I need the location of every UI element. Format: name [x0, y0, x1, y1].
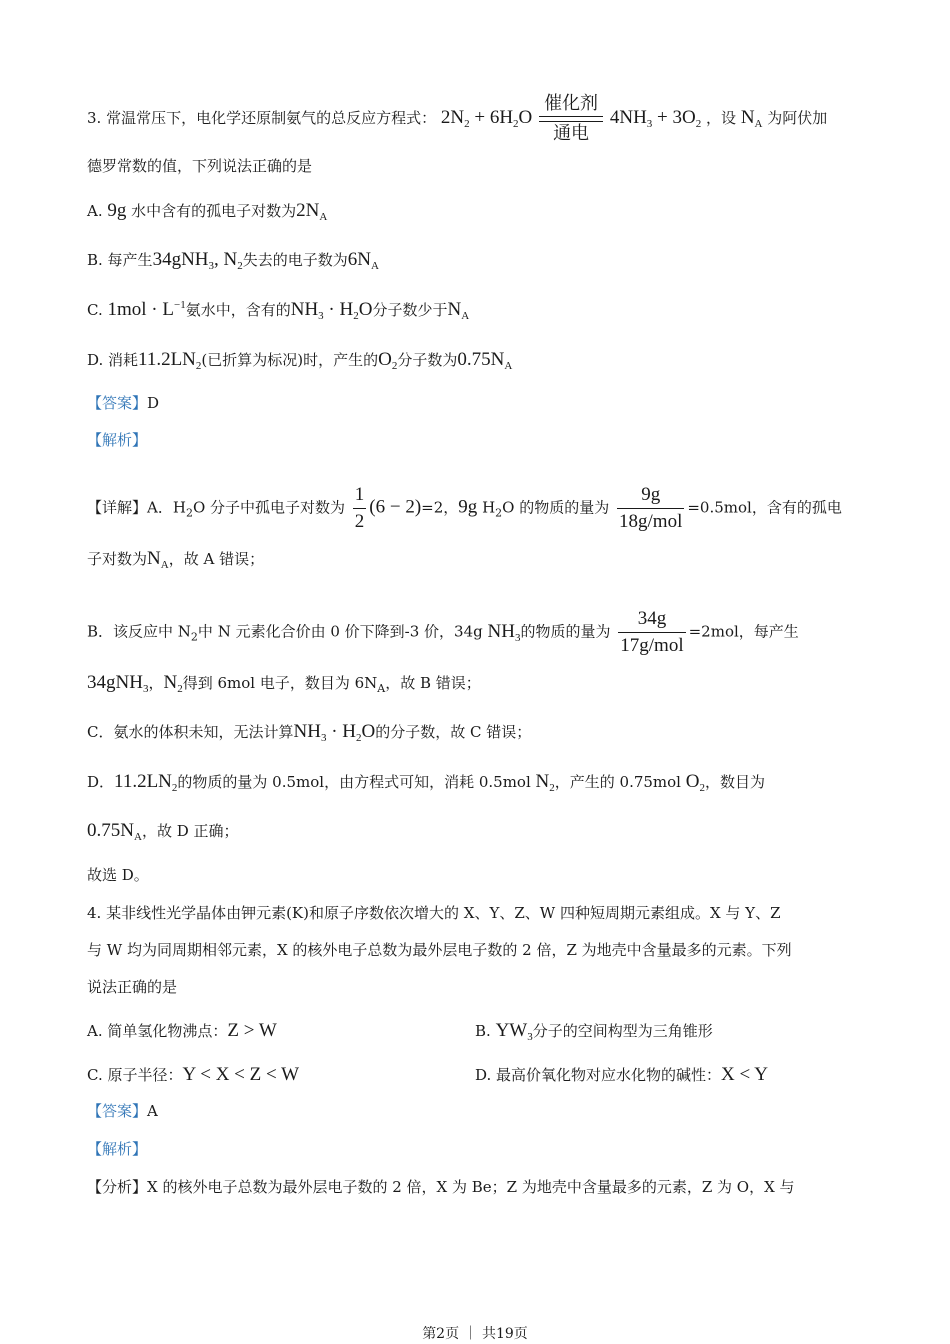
q3-conclusion: 故选 D。 — [87, 866, 149, 884]
q3-analysis-heading: 【解析】 — [87, 431, 148, 449]
q4-option-d: D. 最高价氧化物对应水化物的碱性：X < Y — [475, 1064, 768, 1085]
q3-detail-a-line1: 【详解】A．$H_2O$ 分子中孤电子对数为 $\frac{1}{2}$ (6 − 2)=2，9g $H_2O$ 的物质的量为 $\frac{9g}{\text{18g/mol}}$ =0.5mol，含有的孤电 — [87, 484, 842, 532]
answer-tag: 【答案】 — [87, 394, 148, 412]
q3-detail-b-line1: B．该反应中 $N_2$中 N 元素化合价由 0 价下降到-3 价，34g $NH_3$的物质的量为 $\frac{34g}{\text{17g/mol}}$ =2mol，每产生 — [87, 608, 799, 656]
q3-detail-b-line2: 34gNH$_3$，$N_2$得到 6mol 电子，数目为 $6N_A$，故 B 错误； — [87, 672, 481, 695]
q3-answer: 【答案】D — [87, 394, 160, 412]
fraction-one-half: $\frac{1}{2}$ — [354, 484, 365, 532]
q3-detail-d-line2: $0.75N_A$，故 D 正确； — [87, 820, 239, 843]
q3-option-b: B. 每产生34gNH$_3$, $N_2$失去的电子数为$6N_A$ — [87, 249, 379, 272]
q3-stem-prefix: 3. 常温常压下，电化学还原制氨气的总反应方程式： — [87, 109, 437, 127]
q3-stem-line2: 德罗常数的值，下列说法正确的是 — [87, 157, 313, 175]
q3-detail-c: C．氨水的体积未知，无法计算$NH_3 \cdot H_2O$的分子数，故 C 错误； — [87, 721, 532, 744]
q4-stem-line3: 说法正确的是 — [87, 978, 178, 996]
q4-option-b: B. $YW_3$分子的空间构型为三角锥形 — [475, 1020, 713, 1043]
q4-analysis-heading: 【解析】 — [87, 1140, 148, 1158]
q4-stem-line1: 4. 某非线性光学晶体由钾元素(K)和原子序数依次增大的 X、Y、Z、W 四种短周期元素组成。X 与 Y、Z — [87, 904, 781, 922]
reaction-equation: $2N_2 + 6H_2O$ — [440, 107, 533, 130]
q4-summary: 【分析】X 的核外电子总数为最外层电子数的 2 倍，X 为 Be；Z 为地壳中含量最多的元素，Z 为 O，X 与 — [87, 1178, 795, 1196]
q4-option-a: A. 简单氢化物沸点：Z > W — [87, 1020, 277, 1041]
q3-option-c: C. $1mol \cdot L^{-1}$氨水中，含有的$NH_3 \cdot H_2O$分子数少于$N_A$ — [87, 299, 470, 322]
fraction-9g-over-molar-mass: $\frac{9g}{\text{18g/mol}}$ — [619, 484, 683, 532]
q3-option-a: A. 9g 水中含有的孤电子对数为$2N_A$ — [87, 200, 328, 223]
q4-answer: 【答案】A — [87, 1102, 158, 1120]
page-footer: 第2页 ｜ 共19页 — [422, 1326, 528, 1342]
reaction-products: $4NH_3 + 3O_2$ — [609, 107, 702, 130]
q3-detail-d-line1: D．$11.2LN_2$的物质的量为 0.5mol，由方程式可知，消耗 0.5mol $N_2$，产生的 0.75mol $O_2$，数目为 — [87, 771, 766, 794]
q3-detail-a-line2: 子对数为$N_A$，故 A 错误； — [87, 548, 265, 571]
q3-stem-line1: 3. 常温常压下，电化学还原制氨气的总反应方程式： $2N_2 + 6H_2O$ 催化剂 通电 $4NH_3 + 3O_2$ ，设 $N_A$ 为阿伏加 — [87, 93, 828, 144]
catalyst-condition: 催化剂 通电 — [539, 92, 603, 146]
avogadro-symbol: $N_A$ — [740, 107, 763, 130]
fraction-34g-over-molar-mass: $\frac{34g}{\text{17g/mol}}$ — [620, 608, 684, 656]
q3-option-d: D. 消耗$11.2LN_2$(已折算为标况)时，产生的$O_2$分子数为$0.75N_A$ — [87, 349, 513, 372]
q4-option-c: C. 原子半径：Y < X < Z < W — [87, 1064, 300, 1085]
q4-stem-line2: 与 W 均为同周期相邻元素，X 的核外电子总数为最外层电子数的 2 倍，Z 为地壳中含量最多的元素。下列 — [87, 941, 792, 959]
